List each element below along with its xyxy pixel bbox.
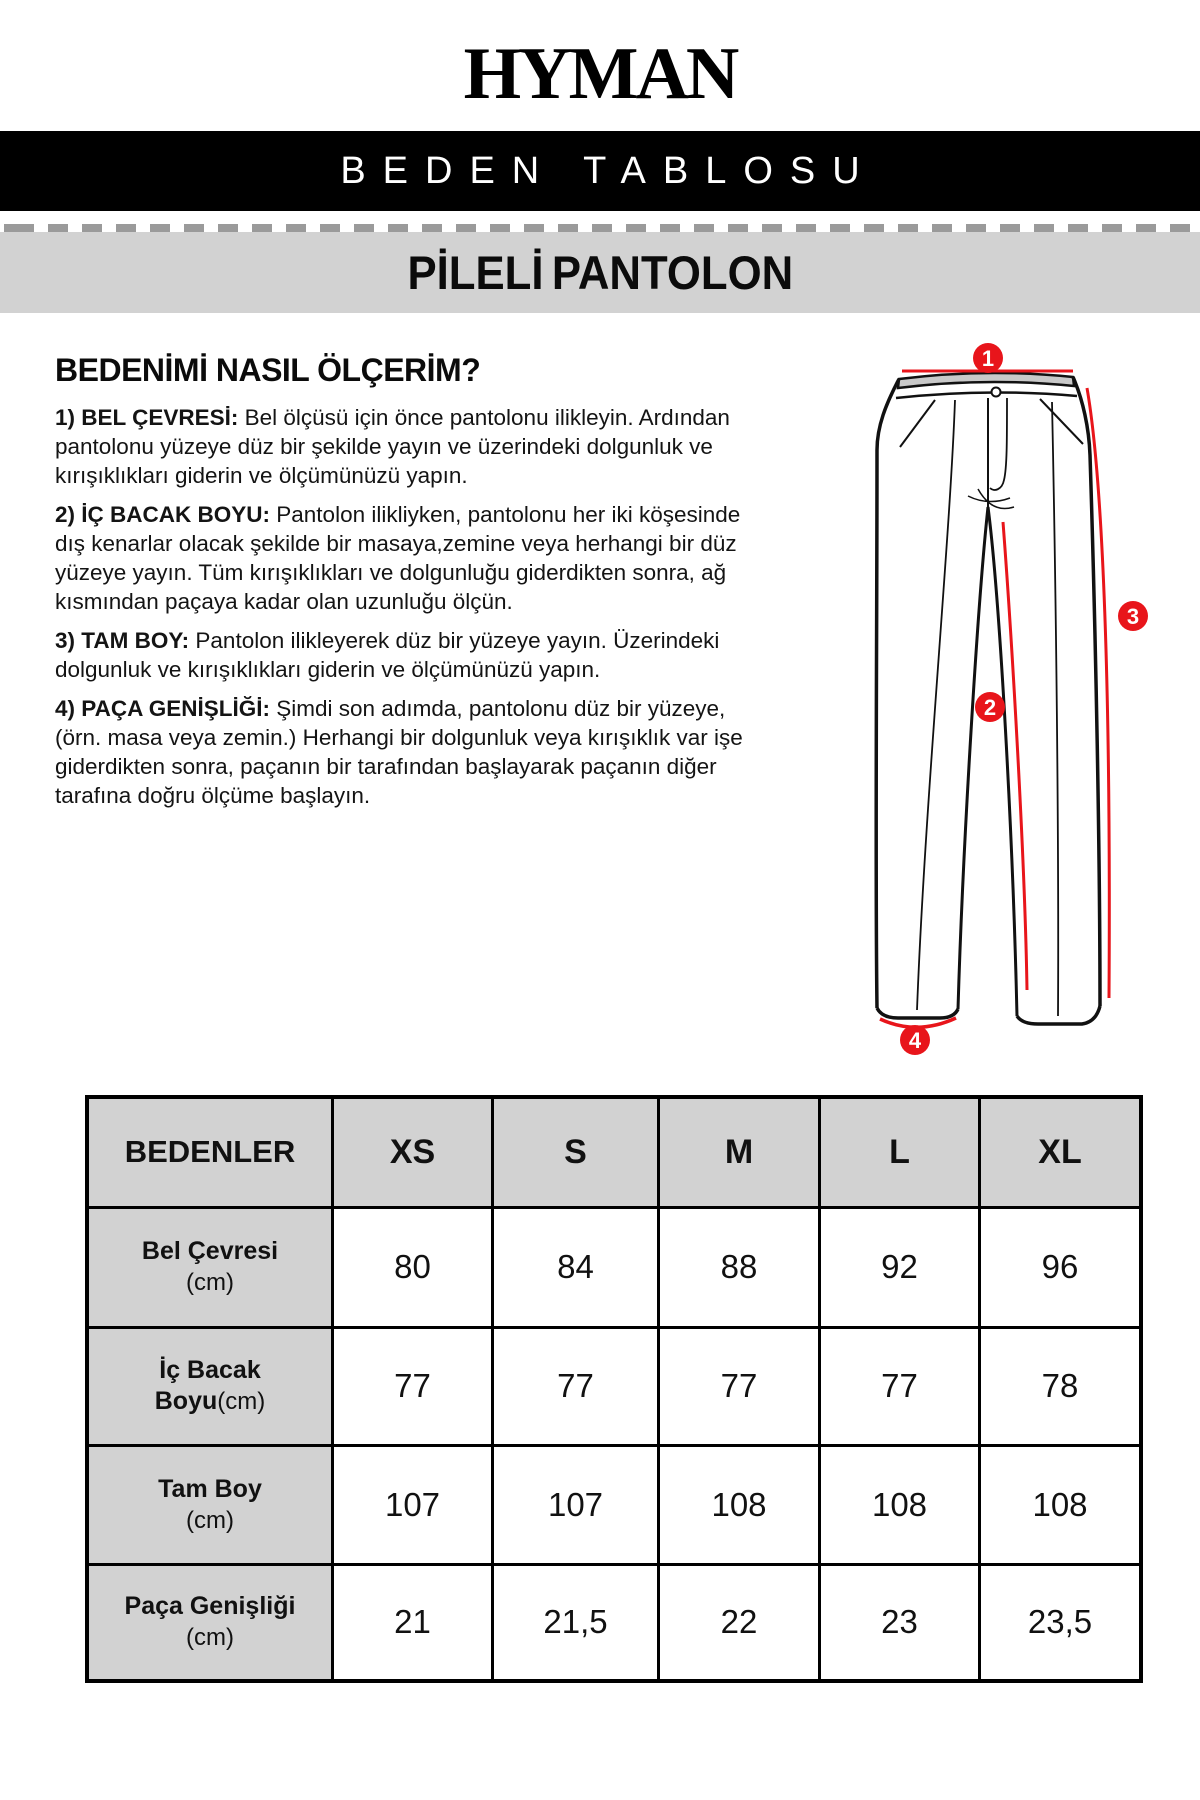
size-cell: 77: [659, 1327, 820, 1445]
size-table: [85, 1095, 1143, 1683]
left-outer-seam: [876, 379, 899, 1008]
howto-step-3: 3) TAM BOY: Pantolon ilikleyerek düz bir yüzeye yayın. Üzerindeki dolgunluk ve kırışıklıkları giderin ve ölçümünüzü yapın.: [55, 628, 720, 682]
pants-diagram: [860, 340, 1160, 1060]
row-label: Paça Genişliği (cm): [87, 1564, 333, 1681]
product-title-bar: [0, 232, 1200, 313]
waistband-top: [898, 373, 1074, 388]
howto-step-4: 4) PAÇA GENİŞLİĞİ: Şimdi son adımda, pantolonu düz bir yüzeye, (örn. masa veya zemin.) Herhangi bir dolgunluk veya kırışıklık var işe giderdikten sonra, paçanın bir tarafından başlayarak paçanın diğer tarafına doğru ölçüme başlayın.: [55, 696, 743, 808]
size-table-grid: [85, 1095, 1143, 1683]
size-cell: 108: [659, 1445, 820, 1564]
svg-text:2: 2: [983, 695, 997, 720]
header-bedenler: BEDENLER: [87, 1097, 333, 1207]
marker-3: [1118, 601, 1148, 631]
size-cell: 108: [820, 1445, 980, 1564]
size-cell: 80: [333, 1207, 493, 1327]
waistband-bottom-seam: [896, 392, 1077, 398]
size-cell: 78: [980, 1327, 1142, 1445]
table-row-tam-boy: [87, 1445, 1141, 1564]
size-cell: 107: [493, 1445, 659, 1564]
marker-4: [900, 1025, 930, 1055]
left-pocket-seam: [900, 400, 935, 447]
size-cell: 22: [659, 1564, 820, 1681]
banner-title: BEDEN TABLOSU: [340, 149, 877, 192]
size-cell: 21,5: [493, 1564, 659, 1681]
size-cell: 84: [493, 1207, 659, 1327]
waist-button: [992, 388, 1001, 397]
row-label: Tam Boy (cm): [87, 1445, 333, 1564]
header-l: L: [820, 1097, 980, 1207]
size-cell: 107: [333, 1445, 493, 1564]
size-cell: 108: [980, 1445, 1142, 1564]
table-row-bel-cevresi: [87, 1207, 1141, 1327]
howto-step-2: 2) İÇ BACAK BOYU: Pantolon ilikliyken, pantolonu her iki köşesinde dış kenarlar olacak şekilde bir masaya,zemine veya herhangi bir düz yüzeye yayın. Tüm kırışıklıkları ve dolgunluğu giderdikten sonra, ağ kısmından paçaya kadar olan uzunluğu ölçün.: [55, 502, 741, 614]
header-xs: XS: [333, 1097, 493, 1207]
header-s: S: [493, 1097, 659, 1207]
howto-heading: BEDENİMİ NASIL ÖLÇERİM?: [55, 352, 481, 388]
size-cell: 77: [820, 1327, 980, 1445]
measuring-instructions: [55, 352, 755, 820]
marker-2: [975, 692, 1005, 722]
right-pocket-seam: [1040, 399, 1083, 444]
product-title: PİLELİ PANTOLON: [407, 246, 793, 299]
howto-step-1: 1) BEL ÇEVRESİ: Bel ölçüsü için önce pantolonu ilikleyin. Ardından pantolonu yüzeye düz bir şekilde yayın ve üzerindeki dolgunluk ve kırışıklıkları giderin ve ölçümünüzü yapın.: [55, 405, 730, 488]
size-chart-banner: [0, 131, 1200, 211]
size-cell: 23: [820, 1564, 980, 1681]
perforation-dashes: [0, 224, 1200, 232]
left-leg-crease: [917, 400, 955, 1010]
svg-text:3: 3: [1126, 604, 1140, 629]
table-header-row: [87, 1097, 1141, 1207]
svg-text:4: 4: [908, 1028, 922, 1053]
right-inseam: [988, 507, 1017, 1016]
table-row-paca-genisligi: [87, 1564, 1141, 1681]
svg-text:1: 1: [981, 346, 995, 371]
size-cell: 96: [980, 1207, 1142, 1327]
size-cell: 88: [659, 1207, 820, 1327]
size-cell: 77: [333, 1327, 493, 1445]
brand-logo: HYMAN: [463, 33, 737, 115]
fly-stitch: [990, 398, 1007, 490]
size-cell: 92: [820, 1207, 980, 1327]
left-inseam: [958, 507, 988, 1009]
row-label: Bel Çevresi (cm): [87, 1207, 333, 1327]
header-xl: XL: [980, 1097, 1142, 1207]
header-m: M: [659, 1097, 820, 1207]
size-cell: 21: [333, 1564, 493, 1681]
right-leg-crease: [1052, 402, 1058, 1016]
marker-1: [973, 343, 1003, 373]
table-row-ic-bacak-boyu: [87, 1327, 1141, 1445]
row-label: İç Bacak Boyu(cm): [87, 1327, 333, 1445]
size-cell: 77: [493, 1327, 659, 1445]
size-cell: 23,5: [980, 1564, 1142, 1681]
